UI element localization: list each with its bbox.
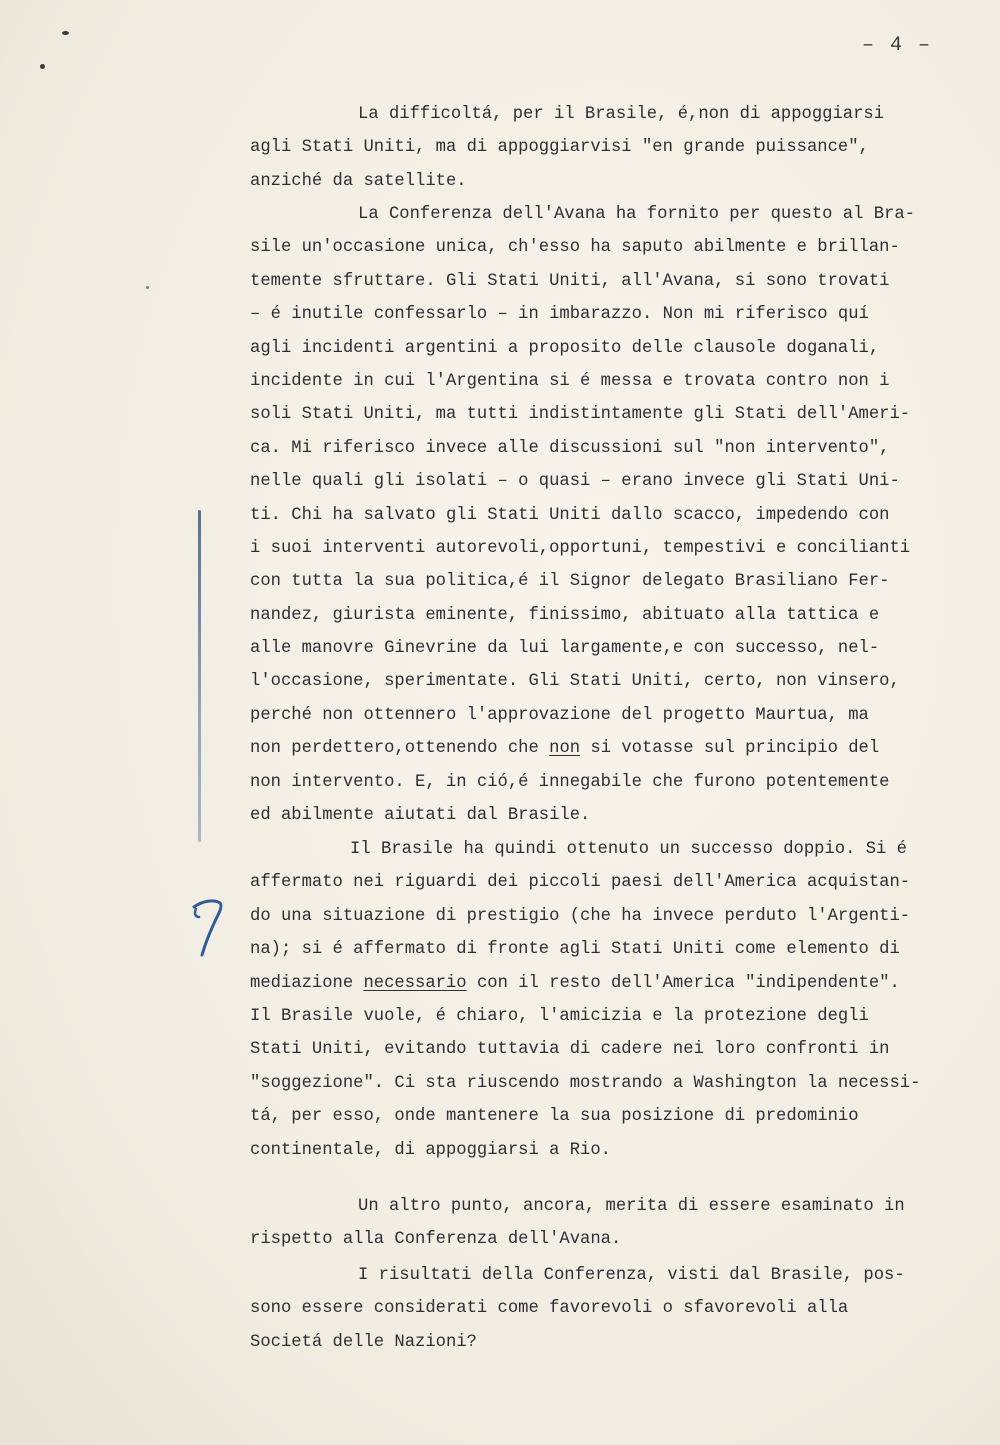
paper-speck (146, 286, 149, 289)
text-line: affermato nei riguardi dei piccoli paesi dell'America acquistan- (250, 873, 911, 893)
paragraph-2 (250, 198, 990, 832)
text-line: non intervento. E, in ció,é innegabile che furono potentemente (250, 772, 890, 792)
text-line: do una situazione di prestigio (che ha invece perduto l'Argenti- (250, 906, 911, 926)
text-line: alle manovre Ginevrine da lui largamente,e con successo, nel- (250, 639, 880, 659)
text-segment: con il resto dell'America "indipendente". (466, 973, 900, 993)
text-line: Stati Uniti, evitando tuttavia di cadere nei loro confronti in (250, 1040, 890, 1060)
text-segment: mediazione (250, 973, 364, 993)
paper-speck (62, 31, 69, 35)
text-line (250, 732, 990, 765)
text-line: "soggezione". Ci sta riuscendo mostrando a Washington la necessi- (250, 1073, 921, 1093)
text-line: continentale, di appoggiarsi a Rio. (250, 1140, 611, 1160)
text-line: nelle quali gli isolati – o quasi – erano invece gli Stati Uni- (250, 472, 900, 492)
text-line (250, 967, 990, 1000)
text-line: Un altro punto, ancora, merita di essere esaminato in (358, 1197, 905, 1216)
text-line: rispetto alla Conferenza dell'Avana. (250, 1230, 622, 1250)
text-line: Il Brasile vuole, é chiaro, l'amicizia e la protezione degli (250, 1006, 869, 1026)
paper-speck (40, 64, 45, 69)
underlined-word: necessario (363, 973, 467, 993)
underlined-word: non (549, 739, 581, 759)
text-line: La difficoltá, per il Brasile, é,non di appoggiarsi (358, 105, 885, 124)
text-segment: si votasse sul principio del (580, 739, 880, 759)
text-line: temente sfruttare. Gli Stati Uniti, all'Avana, si sono trovati (250, 271, 890, 291)
text-line: – é inutile confessarlo – in imbarazzo. Non mi riferisco quí (250, 305, 869, 325)
margin-pencil-line (198, 510, 201, 842)
text-line: con tutta la sua politica,é il Signor delegato Brasiliano Fer- (250, 572, 890, 592)
text-line: agli incidenti argentini a proposito delle clausole doganali, (250, 338, 880, 358)
margin-annotation-seven (188, 895, 228, 959)
text-segment: non perdettero,ottenendo che (250, 739, 550, 759)
text-line: Societá delle Nazioni? (250, 1332, 477, 1352)
text-line: La Conferenza dell'Avana ha fornito per questo al Bra- (358, 205, 915, 224)
page-number: – 4 – (862, 34, 933, 57)
text-line: I risultati della Conferenza, visti dal Brasile, pos- (358, 1266, 905, 1285)
paragraph-1 (250, 98, 990, 198)
paragraph-5 (250, 1259, 990, 1359)
text-line: ed abilmente aiutati dal Brasile. (250, 806, 591, 826)
text-line: ti. Chi ha salvato gli Stati Uniti dallo scacco, impedendo con (250, 505, 890, 525)
text-line: perché non ottennero l'approvazione del progetto Maurtua, ma (250, 705, 869, 725)
text-line: tá, per esso, onde mantenere la sua posizione di predominio (250, 1107, 859, 1127)
text-line: sono essere considerati come favorevoli o sfavorevoli alla (250, 1299, 849, 1319)
text-line: Il Brasile ha quindi ottenuto un successo doppio. Si é (350, 840, 907, 859)
text-line: l'occasione, sperimentate. Gli Stati Uniti, certo, non vinsero, (250, 672, 900, 692)
paragraph-3 (250, 833, 990, 1167)
text-line: sile un'occasione unica, ch'esso ha saputo abilmente e brillan- (250, 238, 900, 258)
text-line: ca. Mi riferisco invece alle discussioni sul "non intervento", (250, 438, 890, 458)
text-line: anziché da satellite. (250, 171, 467, 191)
text-line: i suoi interventi autorevoli,opportuni, tempestivi e concilianti (250, 538, 911, 558)
text-line: soli Stati Uniti, ma tutti indistintamente gli Stati dell'Ameri- (250, 405, 911, 425)
paragraph-4 (250, 1190, 990, 1257)
text-line: incidente in cui l'Argentina si é messa e trovata contro non i (250, 371, 890, 391)
text-line: na); si é affermato di fronte agli Stati Uniti come elemento di (250, 940, 900, 960)
text-line: agli Stati Uniti, ma di appoggiarvisi "en grande puissance", (250, 138, 869, 158)
text-line: nandez, giurista eminente, finissimo, abituato alla tattica e (250, 605, 880, 625)
